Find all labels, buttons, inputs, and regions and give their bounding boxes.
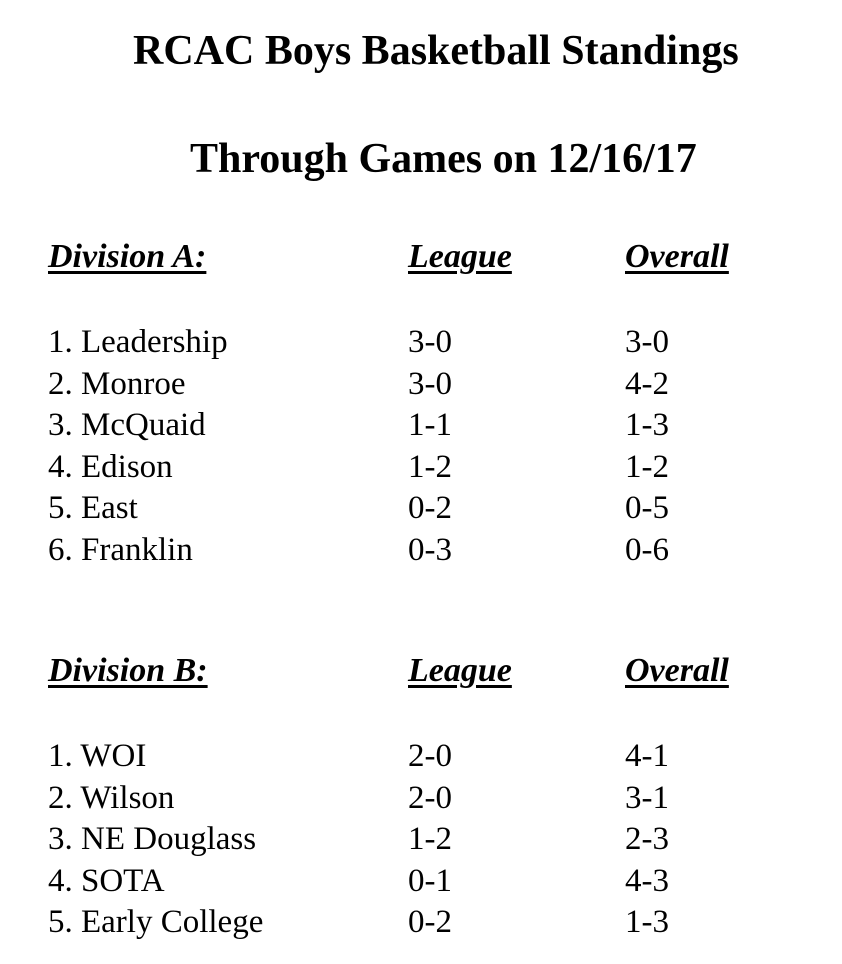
page-title: RCAC Boys Basketball Standings xyxy=(133,28,739,74)
league-record: 1-2 xyxy=(408,448,452,485)
league-record: 2-0 xyxy=(408,738,452,774)
overall-record: 1-3 xyxy=(625,904,669,940)
team-name: 6. Franklin xyxy=(48,531,193,568)
standings-row xyxy=(0,823,842,865)
page-subtitle: Through Games on 12/16/17 xyxy=(190,136,697,182)
standings-row xyxy=(0,779,842,824)
overall-record: 4-3 xyxy=(625,862,669,899)
team-name: 3. McQuaid xyxy=(48,407,206,443)
overall-record: 4-1 xyxy=(625,738,669,774)
overall-record: 0-6 xyxy=(625,531,669,568)
league-record: 0-3 xyxy=(408,531,452,568)
standings-row xyxy=(0,409,842,451)
division-a-league-header: League xyxy=(408,238,512,275)
team-name: 5. East xyxy=(48,490,138,526)
standings-row xyxy=(0,531,842,576)
overall-record: 2-3 xyxy=(625,821,669,857)
overall-record: 3-0 xyxy=(625,324,669,360)
team-name: 5. Early College xyxy=(48,904,264,940)
division-b-league-header: League xyxy=(408,652,512,689)
team-name: 2. Wilson xyxy=(48,779,175,816)
league-record: 3-0 xyxy=(408,324,452,360)
division-a-header: Division A: xyxy=(48,238,207,275)
team-name: 2. Monroe xyxy=(48,365,186,402)
league-record: 0-2 xyxy=(408,490,452,526)
standings-row xyxy=(0,448,842,493)
league-record: 1-1 xyxy=(408,407,452,443)
division-b-standings-list xyxy=(0,740,842,948)
team-name: 1. Leadership xyxy=(48,324,228,360)
standings-row xyxy=(0,862,842,907)
league-record: 2-0 xyxy=(408,779,452,816)
league-record: 3-0 xyxy=(408,365,452,402)
standings-row xyxy=(0,365,842,410)
standings-row xyxy=(0,906,842,948)
team-name: 4. Edison xyxy=(48,448,173,485)
overall-record: 4-2 xyxy=(625,365,669,402)
league-record: 1-2 xyxy=(408,821,452,857)
league-record: 0-1 xyxy=(408,862,452,899)
division-b-overall-header: Overall xyxy=(625,652,729,689)
division-b-header: Division B: xyxy=(48,652,208,689)
standings-row xyxy=(0,740,842,782)
team-name: 4. SOTA xyxy=(48,862,165,899)
division-a-overall-header: Overall xyxy=(625,238,729,275)
standings-row xyxy=(0,326,842,368)
overall-record: 1-3 xyxy=(625,407,669,443)
team-name: 1. WOI xyxy=(48,738,147,774)
division-a-standings-list xyxy=(0,326,842,575)
team-name: 3. NE Douglass xyxy=(48,821,257,857)
overall-record: 1-2 xyxy=(625,448,669,485)
overall-record: 3-1 xyxy=(625,779,669,816)
standings-row xyxy=(0,492,842,534)
overall-record: 0-5 xyxy=(625,490,669,526)
league-record: 0-2 xyxy=(408,904,452,940)
